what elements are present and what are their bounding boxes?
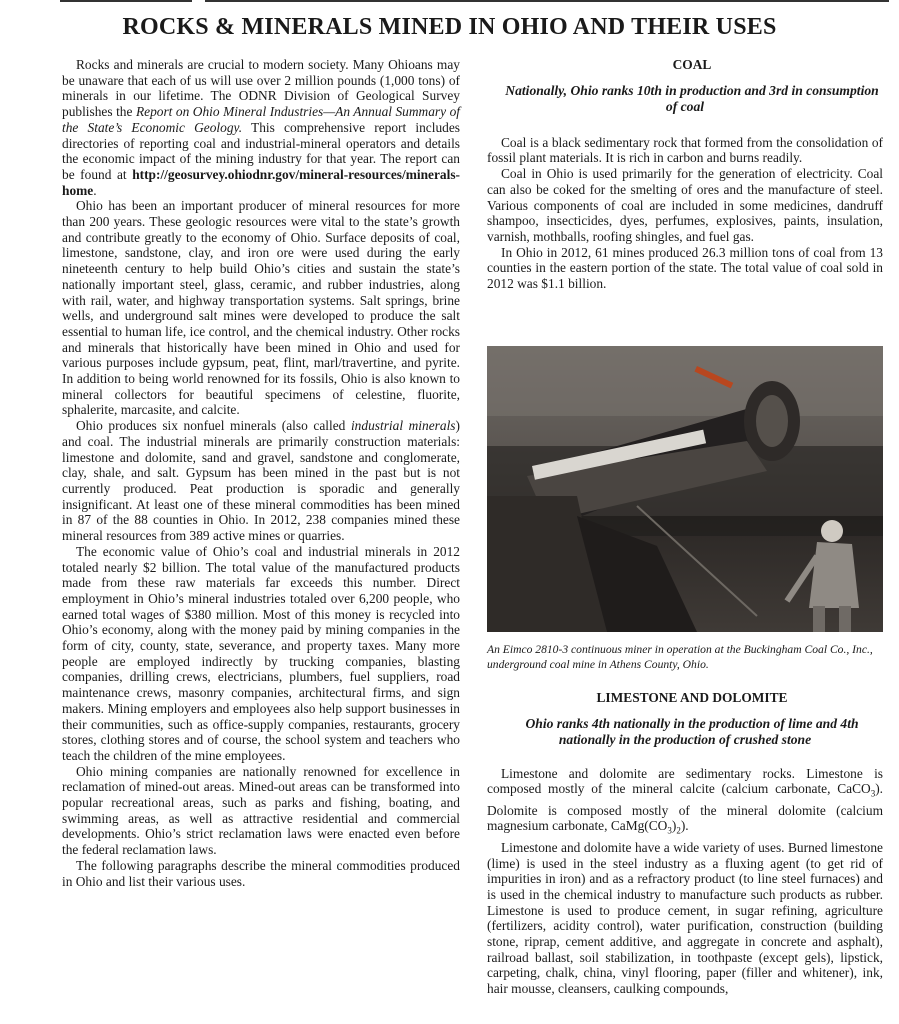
economic-value-paragraph: The economic value of Ohio’s coal and industrial minerals in 2012 totaled nearly $2 billion. The total value of the manufactured products made from these raw materials far exceeds this number. Direct employment in Ohio’s mineral industries totaled over 6,200 people, who earned total wages of $380 million. Most of this money is recycled into Ohio’s economy, along with the money paid by mining companies in the form of city, county, state, severance, and property taxes. Many more people are employed indirectly by trucking companies, blasting companies, drilling crews, electricians, plumbers, fuel suppliers, road maintenance crews, masonry companies, architectural firms, and sign makers. Mining employers and employees also help support businesses in their communities, such as office-supply companies, restaurants, grocery stores, clothing stores and of course, the school system and teachers who teach the children of the mine employees.: [62, 543, 460, 763]
top-rule: [0, 0, 899, 4]
coal-miner-photo: [487, 346, 883, 632]
mine-photo-illustration: [487, 346, 883, 632]
limestone-text-paren: ): [671, 818, 677, 834]
limestone-text-cont: ). Dolomite is composed mostly of the mineral dolomite (calcium magnesium carbonate, CaMg(CO: [487, 781, 883, 834]
top-rule-right: [205, 0, 889, 2]
left-column: [62, 57, 460, 889]
subscript: 3: [667, 826, 672, 837]
limestone-paragraph-2: Limestone and dolomite have a wide variety of uses. Burned limestone (lime) is used in the steel industry as a fluxing agent (to get rid of impurities in iron) and as a refractory product (to line steel furnaces) and is used in the chemical industry to manufacture such products as rubber. Limestone is used to produce cement, in sugar refining, agriculture (fertilizers, acidity control), water purification, construction (building stone, riprap, cement additive, and aggregate in concrete and asphalt), railroad ballast, soil stabilization, in toothpaste (except gels), lipstick, carpeting, chalk, china, vinyl flooring, paper (filler and whitener), ink, hair mousse, cleansers, caulking compounds,: [487, 839, 883, 997]
subscript: 2: [676, 826, 681, 837]
industrial-minerals-paragraph: [62, 418, 460, 544]
limestone-subheading: Ohio ranks 4th nationally in the production of lime and 4th nationally in the production of crushed stone: [525, 715, 859, 747]
intro-paragraph: [62, 57, 460, 198]
top-rule-left: [60, 0, 192, 2]
reclamation-paragraph: Ohio mining companies are nationally renowned for excellence in reclamation of mined-out areas. Mined-out areas can be transformed into popular recreational areas, such as parks and fishing, boating, and swimming areas, as well as attractive residential and commercial developments. Ohio’s strict reclamation laws were enacted even before the federal reclamation laws.: [62, 763, 460, 858]
coal-paragraph-1: Coal is a black sedimentary rock that formed from the consolidation of fossil plant materials. It is rich in carbon and burns readily.: [487, 134, 883, 166]
industrial-text: Ohio produces six nonfuel minerals (also called: [76, 418, 351, 434]
coal-section: [487, 57, 883, 292]
limestone-text: Limestone and dolomite are sedimentary rocks. Limestone is composed mostly of the mineral calcite (calcium carbonate, CaCO: [487, 765, 883, 797]
report-url-link[interactable]: http://geosurvey.ohiodnr.gov/mineral-resources/minerals-home: [62, 166, 460, 198]
intro-text: Rocks and minerals are crucial to modern society. Many Ohioans may be unaware that each of us will use over 2 million pounds (1,000 tons) of minerals in our lifetime. The ODNR Division of Geological Survey publishes the: [62, 57, 460, 120]
coal-heading: COAL: [672, 57, 712, 72]
limestone-heading: LIMESTONE AND DOLOMITE: [596, 690, 788, 705]
history-paragraph: Ohio has been an important producer of mineral resources for more than 200 years. These geologic resources were vital to the state’s growth and contribute greatly to the economy of Ohio. Surface deposits of coal, limestone, sandstone, clay, and iron ore were used during the early nineteenth century to help build Ohio’s cities and sustain the state’s nationally important steel, glass, ceramic, and rubber industries, along with rail, water, and highway transportation systems. Salt springs, brine wells, and underground salt mines were developed to produce the salt essential to human life, ice control, and the chemical industry. Other rocks and minerals that historically have been mined in Ohio and used for various purposes include gypsum, peat, flint, marl/travertine, and pyrite. In addition to being world renowned for its fossils, Ohio is also known to mineral collectors for beautiful specimens of celestine, fluorite, sphalerite, marcasite, and calcite.: [62, 198, 460, 418]
limestone-text-end: ).: [680, 818, 689, 834]
intro-text-cont: This comprehensive report includes directories of reporting coal and industrial-mineral operators and details the economic impact of the mining industry for that year. The report can be found at: [62, 119, 461, 182]
industrial-minerals-term: industrial minerals: [350, 418, 456, 434]
coal-paragraph-3: In Ohio in 2012, 61 mines produced 26.3 million tons of coal from 13 counties in the eastern portion of the state. The total value of coal sold in 2012 was $1.1 billion.: [487, 244, 883, 292]
industrial-text-cont: ) and coal. The industrial minerals are primarily construction materials: limestone and dolomite, sand and gravel, sandstone and conglomerate, clay, shale, and salt. Gypsum has been mined in the past but is not currently produced. Peat production is sporadic and generally insignificant. At least one of these mineral commodities has been mined in 87 of the 88 counties in Ohio. In 2012, 238 companies mined these mineral resources from 389 active mines or quarries.: [62, 418, 460, 544]
coal-paragraph-2: Coal in Ohio is used primarily for the generation of electricity. Coal can also be coked for the smelting of ores and the manufacture of steel. Various components of coal are included in some medicines, dandruff shampoo, insecticides, dyes, perfumes, explosives, paints, insulation, varnish, mothballs, roofing shingles, and fuel gas.: [487, 166, 883, 244]
limestone-paragraph-1: [487, 766, 883, 840]
limestone-section: [487, 690, 883, 997]
subscript: 3: [870, 789, 876, 800]
following-paragraph: The following paragraphs describe the mineral commodities produced in Ohio and list their various uses.: [62, 857, 460, 889]
page-title: ROCKS & MINERALS MINED IN OHIO AND THEIR USES: [122, 14, 777, 40]
photo-caption: An Eimco 2810-3 continuous miner in operation at the Buckingham Coal Co., Inc., underground coal mine in Athens County, Ohio.: [487, 643, 873, 671]
coal-subheading: Nationally, Ohio ranks 10th in production and 3rd in consumption of coal: [505, 82, 879, 114]
report-title: Report on Ohio Mineral Industries—An Annual Summary of the State’s Economic Geology.: [62, 104, 460, 135]
intro-text-end: .: [93, 182, 97, 198]
